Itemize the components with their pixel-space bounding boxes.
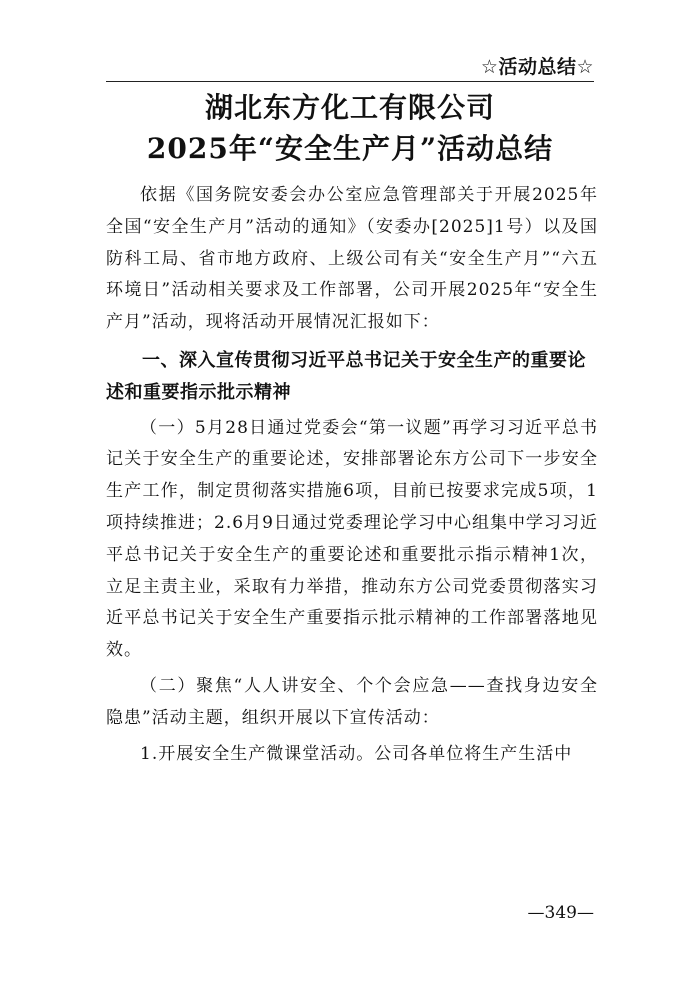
page-number: —349— — [527, 903, 594, 923]
intro-paragraph: 依据《国务院安委会办公室应急管理部关于开展2025年全国“安全生产月”活动的通知》（安委办[2025]1号）以及国防科工局、省市地方政府、上级公司有关“安全生产月”“六五环境日”活动相关要求及工作部署，公司开展2025年“安全生产月”活动，现将活动开展情况汇报如下： — [106, 185, 598, 333]
paragraph-1: （一）5月28日通过党委会“第一议题”再学习习近平总书记关于安全生产的重要论述，安排部署论东方公司下一步安全生产工作，制定贯彻落实措施6项，目前已按要求完成5项，1项持续推进；2.6月9日通过党委理论学习中心组集中学习习近平总书记关于安全生产的重要论述和重要批示指示精神1次，立足主责主业，采取有力举措，推动东方公司党委贯彻落实习近平总书记关于安全生产重要指示批示精神的工作部署落地见效。 — [106, 417, 598, 661]
paragraph-2: （二）聚焦“人人讲安全、个个会应急——查找身边安全隐患”活动主题，组织开展以下宣传活动： — [106, 675, 598, 728]
paragraph-3: 1.开展安全生产微课堂活动。公司各单位将生产生活中 — [140, 743, 573, 764]
header-divider — [106, 81, 594, 82]
document-title-line2: 2025年“安全生产月”活动总结 — [146, 132, 554, 165]
document-title-line1: 湖北东方化工有限公司 — [204, 91, 495, 124]
document-body — [106, 180, 598, 770]
header-tag: ☆活动总结☆ — [480, 56, 594, 78]
section-heading-1: 一、深入宣传贯彻习近平总书记关于安全生产的重要论述和重要指示批示精神 — [106, 349, 586, 403]
